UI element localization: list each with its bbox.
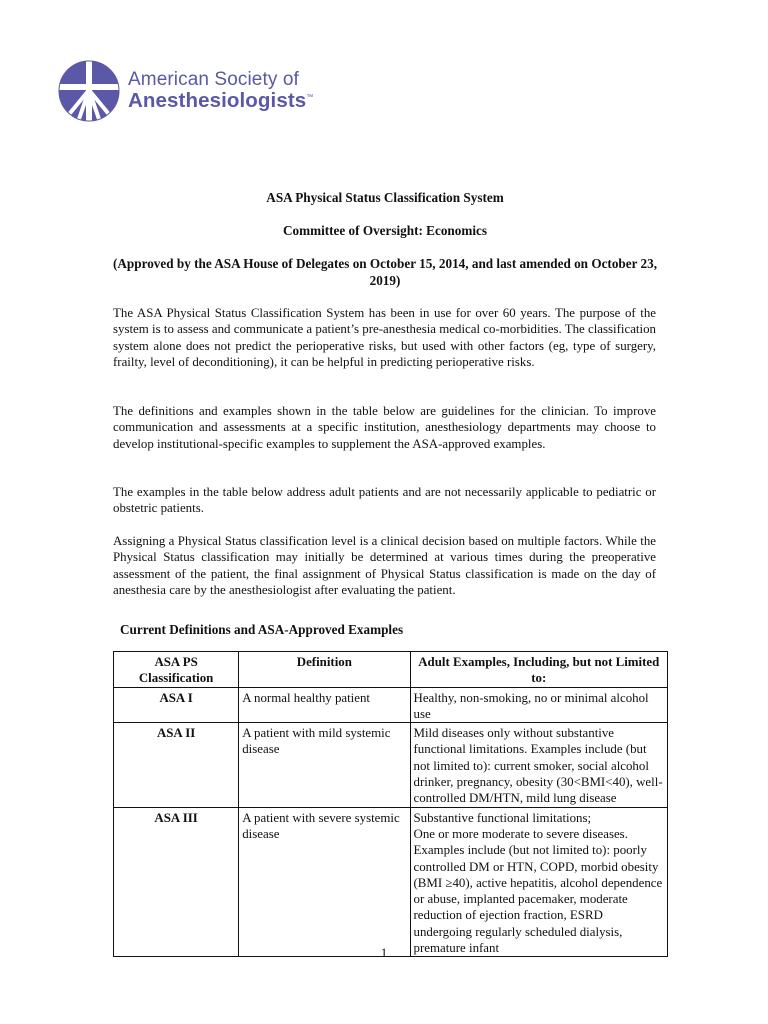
- approval-heading: (Approved by the ASA House of Delegates on October 15, 2014, and last amended on October 23, 2019): [113, 256, 657, 288]
- examples-cell: [410, 807, 667, 957]
- definition-cell: A patient with mild systemic disease: [239, 723, 410, 807]
- examples-cell: Mild diseases only without substantive functional limitations. Examples include (but not limited to): current smoker, social alcohol drinker, pregnancy, obesity (30<BMI<40), well-controlled DM/HTN, mild lung disease: [410, 723, 667, 807]
- document-title: ASA Physical Status Classification System: [266, 190, 504, 205]
- paragraph-purpose: The ASA Physical Status Classification System has been in use for over 60 years. The purpose of the system is to assess and communicate a patient’s pre-anesthesia medical co-morbidities. The classification system alone does not predict the perioperative risks, but used with other factors (eg, type of surgery, frailty, level of deconditioning), it can be helpful in predicting perioperative risks.: [113, 306, 656, 369]
- definition-cell: A normal healthy patient: [239, 687, 410, 723]
- header-definition: Definition: [239, 652, 410, 688]
- table-row: [114, 723, 668, 807]
- logo-wordmark: [128, 70, 313, 111]
- table-row: [114, 807, 668, 957]
- header-examples: Adult Examples, Including, but not Limited to:: [410, 652, 667, 688]
- paragraph-assignment: Assigning a Physical Status classification level is a clinical decision based on multiple factors. While the Physical Status classification may initially be determined at various times during the preoperative assessment of the patient, the final assignment of Physical Status classification is made on the day of anesthesia care by the anesthesiologist after evaluating the patient.: [113, 534, 656, 597]
- classification-cell: ASA II: [114, 723, 239, 807]
- asa-classification-table: [113, 651, 668, 957]
- asa-logo-icon: [58, 60, 120, 122]
- classification-cell: ASA III: [114, 807, 239, 957]
- logo-line-1: American Society of: [128, 69, 299, 91]
- examples-line: One or more moderate to severe diseases. Examples include (but not limited to): poorly controlled DM or HTN, COPD, morbid obesity (BMI ≥40), active hepatitis, alcohol dependence or abuse, implanted pacemaker, moderate reduction of ejection fraction, ESRD undergoing regularly scheduled dialysis, premature infant: [413, 826, 663, 956]
- definition-cell: A patient with severe systemic disease: [239, 807, 410, 957]
- trademark-mark: ™: [306, 94, 314, 102]
- classification-cell: ASA I: [114, 687, 239, 723]
- page-number: 1: [380, 945, 388, 960]
- asa-logo: [58, 60, 313, 122]
- paragraph-adult-patients: The examples in the table below address adult patients and are not necessarily applicable to pediatric or obstetric patients.: [113, 485, 656, 516]
- table-header-row: [114, 652, 668, 688]
- table-row: [114, 687, 668, 723]
- examples-line: Substantive functional limitations;: [413, 810, 592, 825]
- examples-cell: Healthy, non-smoking, no or minimal alcohol use: [410, 687, 667, 723]
- section-title: Current Definitions and ASA-Approved Examples: [120, 622, 404, 637]
- logo-line-2-text: Anesthesiologists: [128, 89, 307, 113]
- committee-heading: Committee of Oversight: Economics: [283, 223, 487, 238]
- header-classification: ASA PS Classification: [114, 652, 239, 688]
- logo-line-2: [128, 90, 313, 112]
- paragraph-guidelines: The definitions and examples shown in the table below are guidelines for the clinician. To improve communication and assessments at a specific institution, anesthesiology departments may choose to develop institutional-specific examples to supplement the ASA-approved examples.: [113, 404, 656, 451]
